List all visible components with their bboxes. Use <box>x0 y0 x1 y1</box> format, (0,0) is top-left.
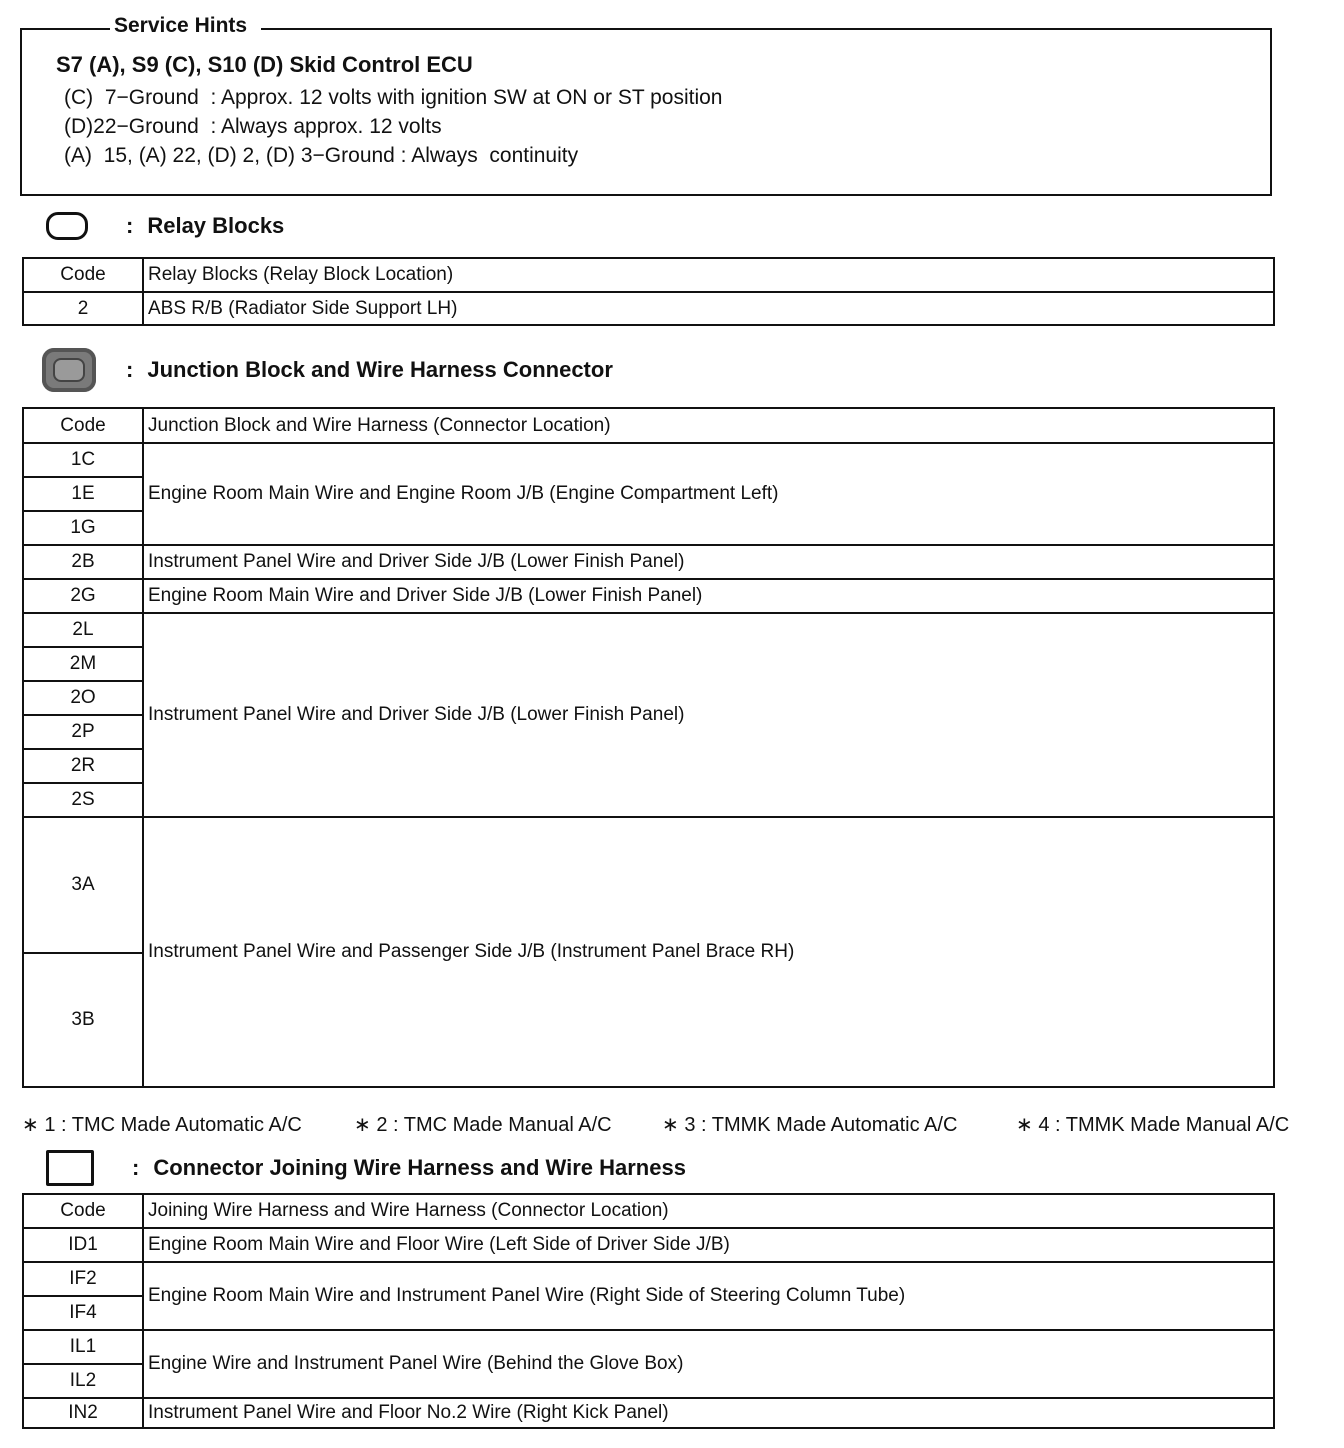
table-row <box>23 1330 1274 1364</box>
footnote: ∗ 4 : TMMK Made Manual A/C <box>1016 1114 1290 1136</box>
row-code: IF4 <box>23 1296 143 1330</box>
row-code: 2S <box>23 783 143 817</box>
row-code: 3B <box>23 953 143 1087</box>
row-description: Engine Room Main Wire and Driver Side J/B (Lower Finish Panel) <box>143 579 1274 613</box>
header-description: Relay Blocks (Relay Block Location) <box>143 258 1274 292</box>
table-row <box>23 1262 1274 1296</box>
row-description: ABS R/B (Radiator Side Support LH) <box>143 292 1274 325</box>
header-description: Junction Block and Wire Harness (Connector Location) <box>143 408 1274 443</box>
connector-joining-table <box>22 1193 1275 1429</box>
relay-blocks-label: Relay Blocks <box>147 213 285 238</box>
header-code: Code <box>23 408 143 443</box>
junction-block-heading <box>42 352 613 388</box>
row-description: Engine Room Main Wire and Engine Room J/B (Engine Compartment Left) <box>143 443 1274 545</box>
row-code: 1E <box>23 477 143 511</box>
heading-colon: : <box>126 357 134 382</box>
row-code: ID1 <box>23 1228 143 1262</box>
row-code: 2M <box>23 647 143 681</box>
footnote: ∗ 3 : TMMK Made Automatic A/C <box>662 1114 958 1136</box>
row-code: 1G <box>23 511 143 545</box>
header-description: Joining Wire Harness and Wire Harness (Connector Location) <box>143 1194 1274 1228</box>
row-code: IN2 <box>23 1398 143 1428</box>
table-row <box>23 613 1274 647</box>
footnote: ∗ 1 : TMC Made Automatic A/C <box>22 1114 302 1136</box>
row-code: 2B <box>23 545 143 579</box>
service-hints-box <box>20 28 1272 196</box>
row-code: IF2 <box>23 1262 143 1296</box>
row-code: IL1 <box>23 1330 143 1364</box>
service-hints-heading: S7 (A), S9 (C), S10 (D) Skid Control ECU <box>56 52 473 77</box>
footnotes <box>22 1112 1322 1137</box>
table-row <box>23 443 1274 477</box>
row-code: IL2 <box>23 1364 143 1398</box>
table-header-row <box>23 258 1274 292</box>
connector-joining-heading <box>46 1150 686 1186</box>
row-description: Engine Room Main Wire and Instrument Panel Wire (Right Side of Steering Column Tube) <box>143 1262 1274 1330</box>
table-row <box>23 545 1274 579</box>
row-code: 2 <box>23 292 143 325</box>
row-description: Instrument Panel Wire and Floor No.2 Wire (Right Kick Panel) <box>143 1398 1274 1428</box>
row-code: 3A <box>23 817 143 953</box>
table-header-row <box>23 1194 1274 1228</box>
row-code: 1C <box>23 443 143 477</box>
row-code: 2O <box>23 681 143 715</box>
row-code: 2L <box>23 613 143 647</box>
row-description: Instrument Panel Wire and Driver Side J/B (Lower Finish Panel) <box>143 613 1274 817</box>
header-code: Code <box>23 258 143 292</box>
heading-colon: : <box>132 1155 140 1180</box>
connector-icon <box>46 1150 94 1186</box>
table-row <box>23 817 1274 953</box>
row-code: 2R <box>23 749 143 783</box>
table-row <box>23 579 1274 613</box>
relay-blocks-table <box>22 257 1275 326</box>
junction-block-icon <box>42 348 96 392</box>
connector-joining-label: Connector Joining Wire Harness and Wire Harness <box>153 1155 686 1180</box>
service-hints-title: Service Hints <box>110 14 261 38</box>
row-description: Instrument Panel Wire and Passenger Side J/B (Instrument Panel Brace RH) <box>143 817 1274 1087</box>
row-description: Engine Wire and Instrument Panel Wire (Behind the Glove Box) <box>143 1330 1274 1398</box>
table-row <box>23 292 1274 325</box>
table-row <box>23 1228 1274 1262</box>
junction-block-label: Junction Block and Wire Harness Connector <box>147 357 613 382</box>
service-hint-line: (D)22−Ground : Always approx. 12 volts <box>64 115 442 138</box>
service-hint-line: (A) 15, (A) 22, (D) 2, (D) 3−Ground : Always continuity <box>64 144 579 167</box>
row-description: Engine Room Main Wire and Floor Wire (Left Side of Driver Side J/B) <box>143 1228 1274 1262</box>
service-hint-line: (C) 7−Ground : Approx. 12 volts with ignition SW at ON or ST position <box>64 86 723 109</box>
junction-block-table <box>22 407 1275 1088</box>
row-description: Instrument Panel Wire and Driver Side J/B (Lower Finish Panel) <box>143 545 1274 579</box>
footnote: ∗ 2 : TMC Made Manual A/C <box>354 1114 612 1136</box>
row-code: 2P <box>23 715 143 749</box>
heading-colon: : <box>126 213 134 238</box>
table-header-row <box>23 408 1274 443</box>
relay-blocks-heading <box>46 208 284 244</box>
row-code: 2G <box>23 579 143 613</box>
header-code: Code <box>23 1194 143 1228</box>
table-row <box>23 1398 1274 1428</box>
relay-block-icon <box>46 212 88 240</box>
